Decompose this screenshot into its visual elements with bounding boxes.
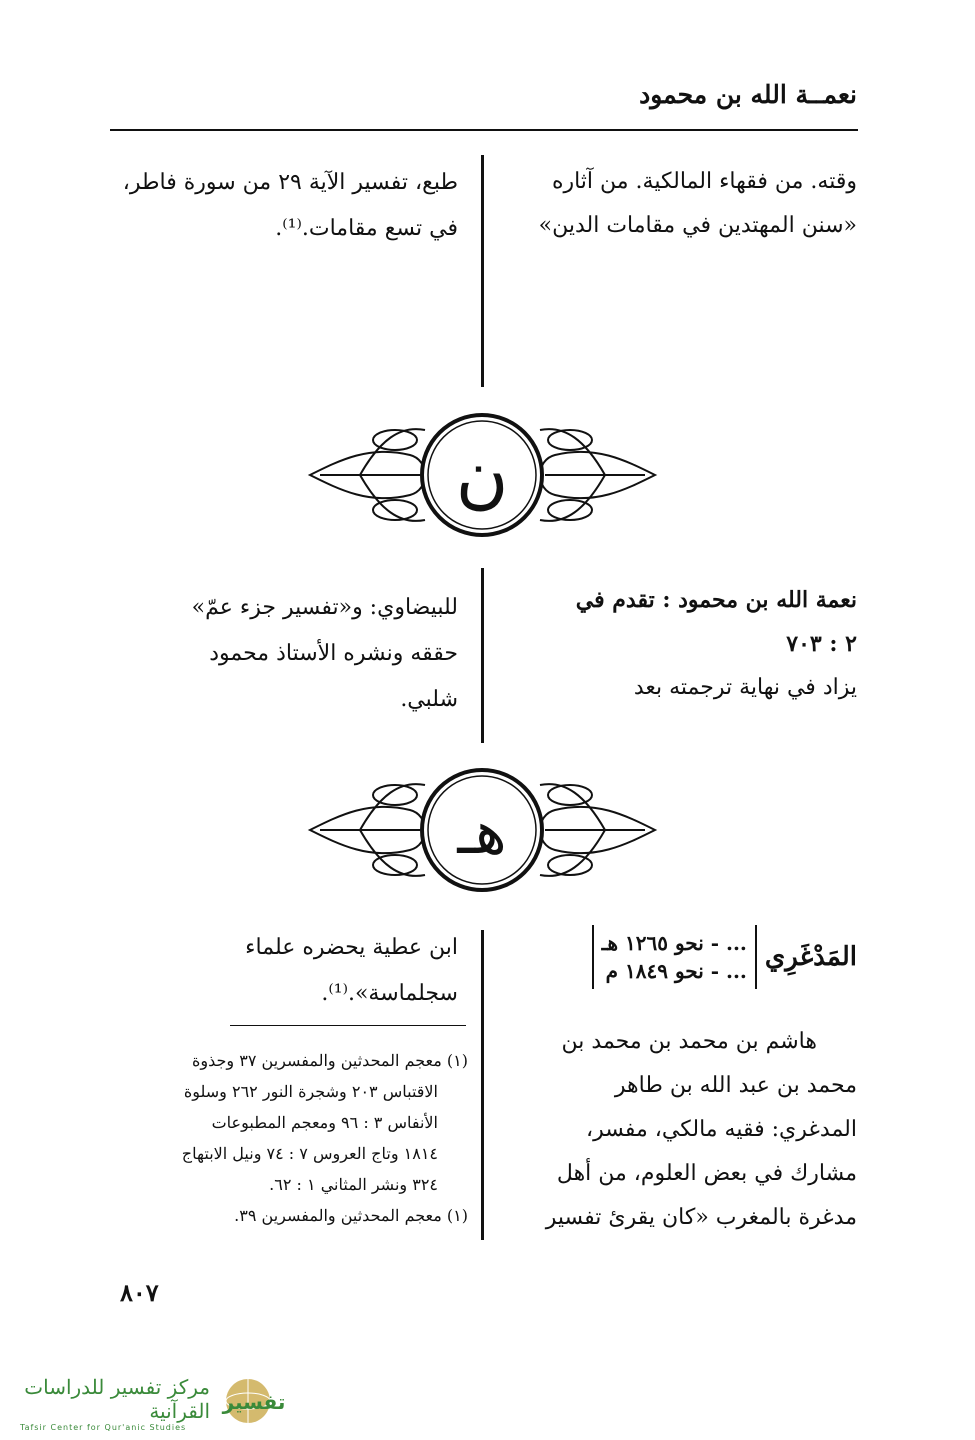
text-line: يزاد في نهاية ترجمته بعد [633, 675, 857, 700]
section1-left-column [118, 160, 458, 252]
entry-heading: نعمة الله بن محمود : تقدم في [575, 587, 857, 613]
page-number: ٨٠٧ [120, 1278, 159, 1307]
text-line: للبيضاوي: و«تفسير جزء عمّ» [191, 595, 458, 620]
text-line: وقته. من فقهاء المالكية. من آثاره [551, 169, 857, 194]
section3-left-column [118, 925, 458, 1017]
text-line: في تسع مقامات.⁽¹⁾. [275, 216, 458, 241]
text-line: شلبي. [400, 687, 458, 712]
text-line: مدغرة بالمغرب «كان يقرئ تفسير [545, 1205, 857, 1230]
letter-ornament-noon [300, 400, 665, 550]
column-divider [481, 155, 484, 387]
header-rule [110, 129, 858, 131]
column-divider [481, 568, 484, 743]
text-line: المدغري: فقيه مالكي، مفسر، [586, 1117, 857, 1142]
entry-name: المَدْغَرِي [764, 942, 857, 972]
svg-text:تفسير: تفسير [222, 1390, 284, 1414]
date-bracket [592, 925, 757, 989]
footnote-rule [230, 1025, 466, 1026]
footnote-line: الاقتباس ٢٠٣ وشجرة النور ٢٦٢ وسلوة [183, 1082, 438, 1101]
text-line: محمد بن عبد الله بن طاهر [614, 1073, 857, 1098]
section2-right-column [505, 578, 857, 710]
footnote-line: (١) معجم المحدثين والمفسرين ٣٧ وجذوة [192, 1051, 468, 1070]
ornament-letter: هـ [457, 798, 507, 868]
section2-left-column [118, 585, 458, 723]
text-line: حققه ونشره الأستاذ محمود [209, 641, 458, 666]
text-line: طبع، تفسير الآية ٢٩ من سورة فاطر، [122, 170, 458, 195]
globe-icon [218, 1375, 284, 1427]
column-divider [481, 930, 484, 1240]
footnote-line: ١٨١٤ وتاج العروس ٧ : ٧٤ ونيل الابتهاج [181, 1144, 438, 1163]
running-header: نعمــة الله بن محمود [639, 80, 857, 109]
footnote-line: (١) معجم المحدثين والمفسرين ٣٩. [234, 1206, 468, 1225]
text-line: مشارك في بعض العلوم، من أهل [556, 1161, 857, 1186]
logo-arabic-text: مركز تفسير للدراسات القرآنية [24, 1375, 210, 1423]
date-miladi: ... - نحو ١٨٤٩ م [605, 959, 747, 983]
footnote-line: الأنفاس ٣ : ٩٦ ومعجم المطبوعات [211, 1113, 438, 1132]
footnote-line: ٣٢٤ ونشر المثاني ١ : ٦٢. [269, 1175, 438, 1194]
text-line: ٢ : ٧٠٣ [786, 631, 857, 657]
text-line: سجلماسة».⁽¹⁾. [321, 981, 458, 1006]
letter-ornament-haa [300, 755, 665, 905]
tafsir-center-logo [20, 1375, 290, 1431]
logo-english-text: Tafsir Center for Qur'anic Studies [20, 1423, 187, 1432]
entry-header [505, 925, 857, 989]
date-hijri: ... - نحو ١٢٦٥ هـ [601, 931, 747, 955]
text-line: «سنن المهتدين في مقامات الدين» [538, 213, 857, 238]
section3-right-column [505, 1020, 857, 1240]
text-line: هاشم بن محمد بن محمد بن [561, 1029, 817, 1054]
ornament-letter: ن [455, 433, 509, 517]
text-line: ابن عطية يحضره علماء [245, 935, 458, 960]
section1-right-column [505, 160, 857, 248]
footnotes [118, 1045, 468, 1231]
